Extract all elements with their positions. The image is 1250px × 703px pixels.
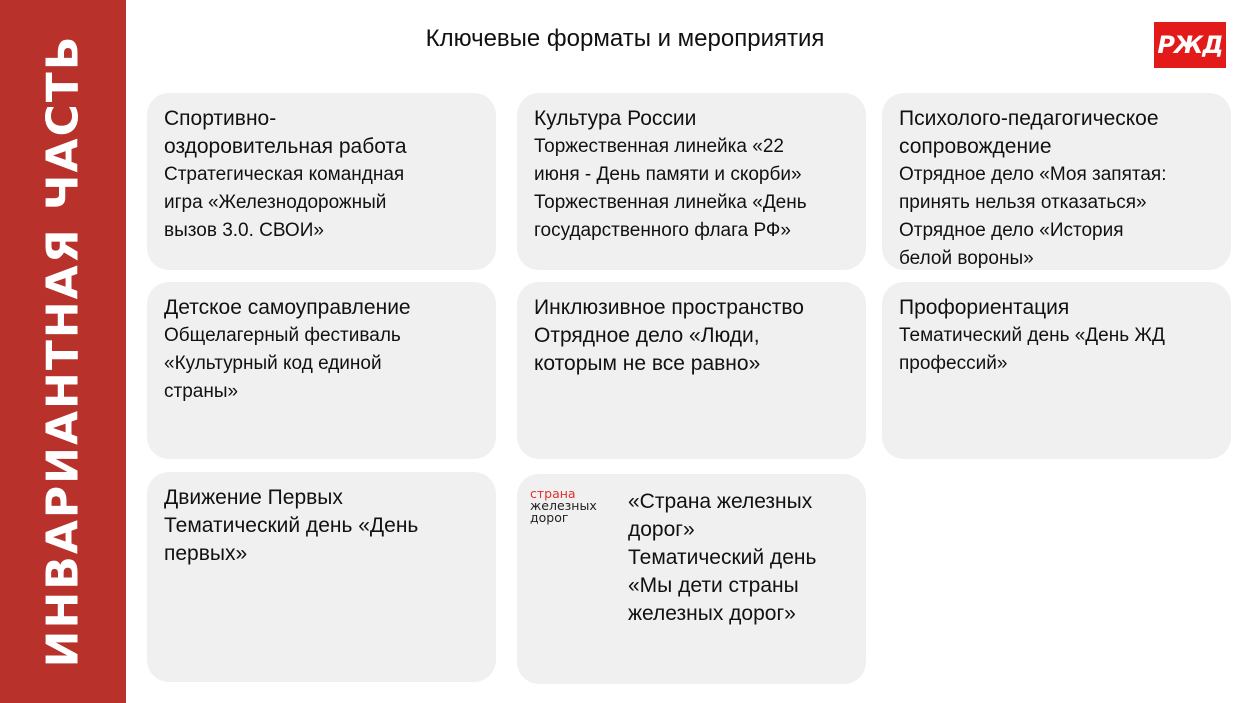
card-line: железных дорог» (628, 602, 796, 625)
card-title: сопровождение (899, 135, 1052, 158)
card-title: Профориентация (899, 296, 1070, 319)
card-title: Инклюзивное пространство (534, 296, 804, 319)
card-line: «Мы дети страны (628, 574, 799, 597)
card-title: Движение Первых (164, 486, 343, 509)
card-title: оздоровительная работа (164, 135, 407, 158)
card-line: государственного флага РФ» (534, 220, 791, 241)
card-line: белой вороны» (899, 248, 1034, 269)
card-line: принять нельзя отказаться» (899, 192, 1147, 213)
card-line: Тематический день «День (164, 514, 419, 537)
logo-text: РЖД (1157, 31, 1223, 59)
card-body (628, 488, 858, 628)
card-railway-country (517, 474, 866, 684)
card-line: Отрядное дело «Люди, (534, 324, 760, 347)
card-line: игра «Железнодорожный (164, 192, 387, 213)
card-line: «Культурный код единой (164, 353, 382, 374)
card-career-guidance (882, 282, 1231, 459)
card-movement-first (147, 472, 496, 682)
page-title: Ключевые форматы и мероприятия (425, 25, 825, 52)
card-line: Тематический день «День ЖД (899, 325, 1165, 346)
card-line: Тематический день (628, 546, 817, 569)
card-line: которым не все равно» (534, 352, 761, 375)
rzd-logo (1154, 22, 1226, 68)
card-line: Торжественная линейка «22 (534, 136, 784, 157)
card-psychology (882, 93, 1231, 270)
railway-country-logo (530, 488, 597, 524)
card-line: июня - День памяти и скорби» (534, 164, 802, 185)
card-line: Торжественная линейка «День (534, 192, 807, 213)
card-line: «Страна железных (628, 490, 813, 513)
card-sports (147, 93, 496, 270)
card-line: Стратегическая командная (164, 164, 405, 185)
brand-line: дорог (530, 510, 569, 525)
card-line: профессий» (899, 353, 1008, 374)
card-inclusive (517, 282, 866, 459)
card-title: Культура России (534, 107, 697, 130)
card-line: Отрядное дело «Моя запятая: (899, 164, 1167, 185)
brand-line: страна (530, 486, 576, 501)
card-title: Психолого-педагогическое (899, 107, 1159, 130)
card-culture (517, 93, 866, 270)
card-line: дорог» (628, 518, 695, 541)
brand-line: железных (530, 498, 597, 513)
card-line: вызов 3.0. СВОИ» (164, 220, 324, 241)
card-line: страны» (164, 381, 239, 402)
card-self-government (147, 282, 496, 459)
sidebar-label: ИНВАРИАНТНАЯ ЧАСТЬ (37, 34, 89, 668)
card-title: Спортивно- (164, 107, 277, 130)
card-line: Отрядное дело «История (899, 220, 1124, 241)
card-title: Детское самоуправление (164, 296, 411, 319)
card-line: Общелагерный фестиваль (164, 325, 401, 346)
page-title-wrap (0, 25, 1250, 53)
sidebar-band (0, 0, 126, 703)
card-line: первых» (164, 542, 248, 565)
